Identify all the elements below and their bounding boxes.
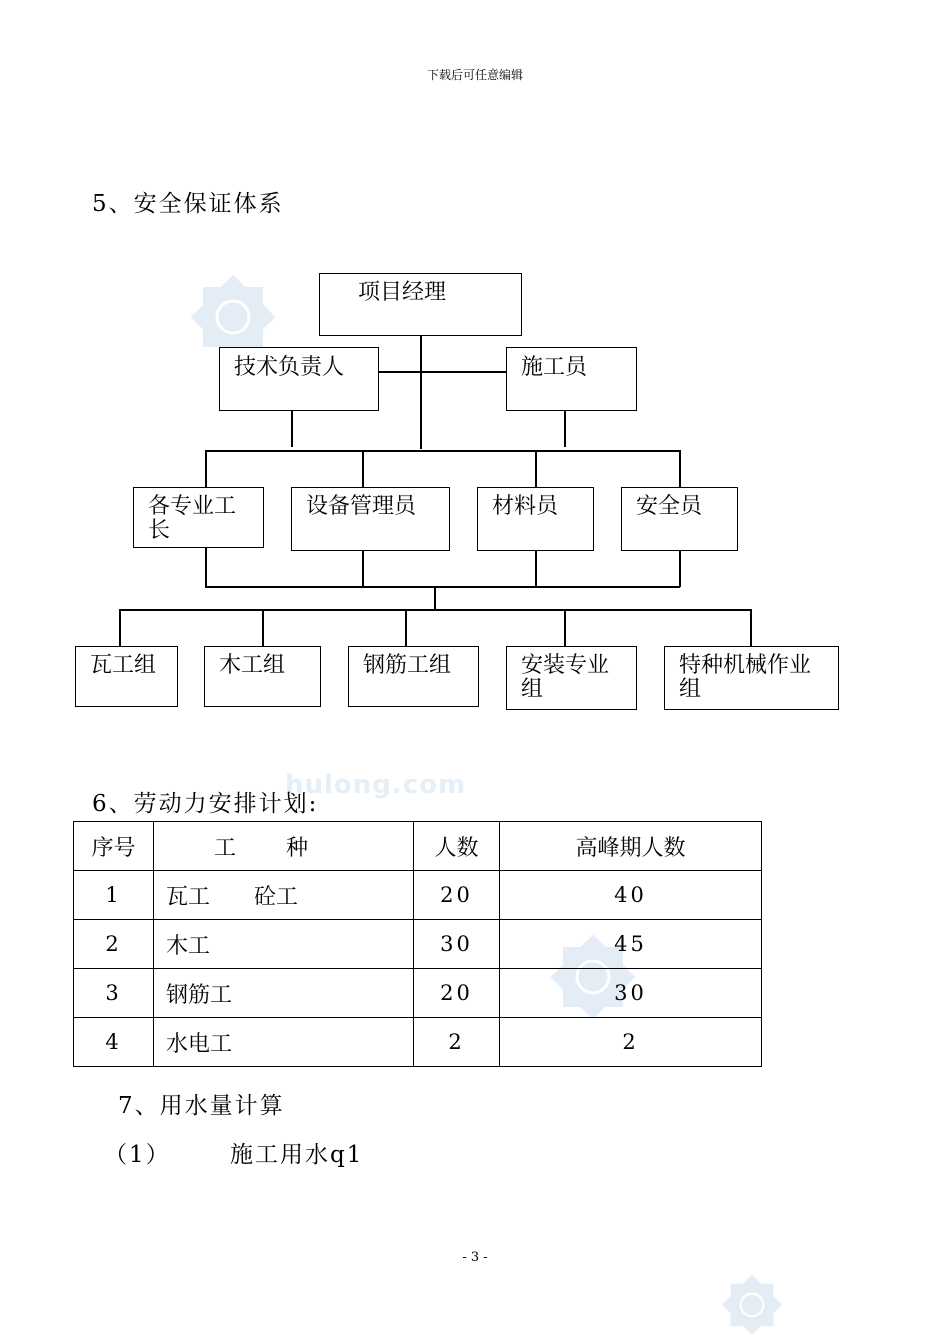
table-header-cell: 高峰期人数	[500, 822, 762, 871]
table-cell-count: 2	[414, 1018, 500, 1067]
connector-line	[119, 609, 750, 611]
org-node-equipment-manager: 设备管理员	[291, 487, 450, 551]
table-cell-no: 2	[74, 920, 154, 969]
table-header-row	[74, 822, 762, 871]
table-row	[74, 1018, 762, 1067]
org-node-construction-officer: 施工员	[506, 347, 637, 411]
table-cell-count: 30	[414, 920, 500, 969]
connector-line	[205, 450, 207, 488]
table-cell-peak: 45	[500, 920, 762, 969]
table-cell-count: 20	[414, 871, 500, 920]
table-row	[74, 920, 762, 969]
connector-line	[205, 547, 207, 587]
connector-line	[378, 371, 507, 373]
table-cell-peak: 2	[500, 1018, 762, 1067]
connector-line	[362, 450, 364, 488]
table-row	[74, 969, 762, 1018]
connector-line	[564, 410, 566, 447]
table-cell-count: 20	[414, 969, 500, 1018]
section-5-title: 5、安全保证体系	[92, 191, 284, 217]
org-node-safety-officer: 安全员	[621, 487, 738, 551]
table-cell-no: 1	[74, 871, 154, 920]
connector-line	[434, 586, 436, 610]
table-cell-no: 4	[74, 1018, 154, 1067]
header-note: 下载后可任意编辑	[426, 68, 523, 82]
table-cell-type: 木工	[154, 920, 414, 969]
connector-line	[291, 410, 293, 447]
watermark-emblem-icon	[712, 1266, 792, 1344]
table-header-cell: 序号	[74, 822, 154, 871]
watermark-text: hulong.com	[285, 770, 467, 800]
section-6-title: 6、劳动力安排计划:	[92, 791, 319, 817]
connector-line	[262, 609, 264, 647]
table-cell-type: 瓦工 砼工	[154, 871, 414, 920]
org-node-installation-group: 安装专业组	[506, 646, 637, 710]
section-7-sub-index: （1）	[104, 1142, 171, 1168]
table-cell-peak: 30	[500, 969, 762, 1018]
connector-line	[535, 550, 537, 587]
table-cell-type: 水电工	[154, 1018, 414, 1067]
org-node-rebar-group: 钢筋工组	[348, 646, 479, 707]
table-header-cell: 人数	[414, 822, 500, 871]
table-header-cell: 工 种	[154, 822, 414, 871]
connector-line	[362, 550, 364, 587]
connector-line	[679, 550, 681, 587]
labor-plan-table	[73, 821, 762, 1067]
connector-line	[205, 586, 680, 588]
org-node-bricklayer-group: 瓦工组	[75, 646, 178, 707]
connector-line	[405, 609, 407, 647]
table-cell-no: 3	[74, 969, 154, 1018]
connector-line	[119, 609, 121, 647]
connector-line	[420, 335, 422, 449]
connector-line	[564, 609, 566, 647]
org-node-special-machinery-group: 特种机械作业组	[664, 646, 839, 710]
page-number: - 3 -	[462, 1250, 488, 1265]
section-7-title: 7、用水量计算	[118, 1093, 285, 1119]
org-node-project-manager: 项目经理	[319, 273, 522, 336]
section-7-sub-text: 施工用水q1	[230, 1142, 364, 1168]
connector-line	[750, 609, 752, 647]
table-cell-peak: 40	[500, 871, 762, 920]
org-node-carpenter-group: 木工组	[204, 646, 321, 707]
org-node-technical-lead: 技术负责人	[219, 347, 379, 411]
table-cell-type: 钢筋工	[154, 969, 414, 1018]
connector-line	[535, 450, 537, 488]
org-node-materials-officer: 材料员	[477, 487, 594, 551]
table-row	[74, 871, 762, 920]
connector-line	[679, 450, 681, 488]
org-node-trade-foremen: 各专业工长	[133, 487, 264, 548]
connector-line	[205, 450, 680, 452]
